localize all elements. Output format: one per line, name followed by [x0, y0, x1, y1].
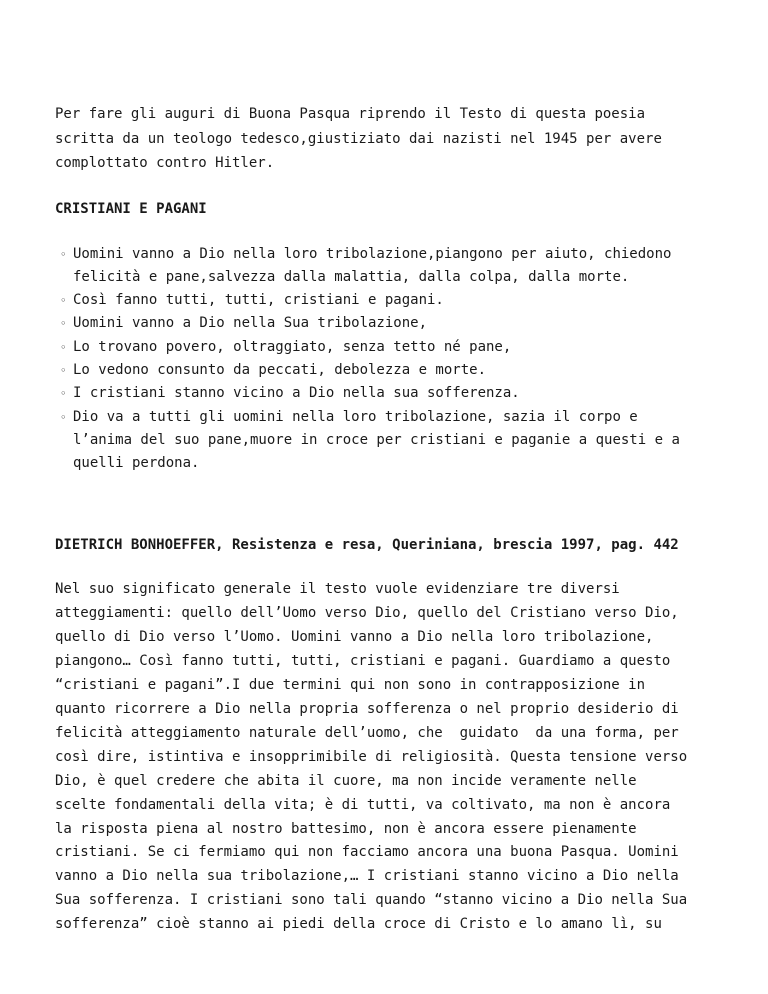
essay-paragraph	[55, 578, 728, 937]
essay-line: così dire, istintiva e insopprimibile di religiosità. Questa tensione verso	[55, 748, 688, 765]
poem-line: ◦ Così fanno tutti, tutti, cristiani e pagani.	[73, 289, 728, 312]
essay-line: Nel suo significato generale il testo vuole evidenziare tre diversi	[55, 581, 620, 598]
essay-line: Sua sofferenza. I cristiani sono tali quando “stanno vicino a Dio nella Sua	[55, 892, 688, 909]
essay-line: felicità atteggiamento naturale dell’uomo, che guidato da una forma, per	[55, 724, 679, 741]
essay-line: quanto ricorrere a Dio nella propria sofferenza o nel proprio desiderio di	[55, 701, 679, 717]
essay-line: Dio, è quel credere che abita il cuore, ma non incide veramente nelle	[55, 772, 637, 789]
essay-line: vanno a Dio nella sua tribolazione,… I cristiani stanno vicino a Dio nella	[55, 868, 679, 885]
essay-line: sofferenza” cioè stanno ai piedi della croce di Cristo e lo amano lì, su	[55, 916, 662, 933]
essay-line: scelte fondamentali della vita; è di tutti, va coltivato, ma non è ancora	[55, 796, 671, 813]
essay-line: “cristiani e pagani”.I due termini qui non sono in contrapposizione in	[55, 677, 646, 694]
poem-list	[55, 243, 728, 476]
intro-paragraph: Per fare gli auguri di Buona Pasqua riprendo il Testo di questa poesia scritta da un teologo tedesco,giustiziato dai nazisti nel 1945 per avere complottato contro Hitler.	[55, 106, 662, 171]
poem-line: ◦ Lo vedono consunto da peccati, debolezza e morte.	[73, 359, 728, 382]
poem-line: ◦ Uomini vanno a Dio nella loro tribolazione,piangono per aiuto, chiedono felicità e pane,salvezza dalla malattia, dalla colpa, dalla morte.	[73, 243, 728, 290]
poem-title: CRISTIANI E PAGANI	[55, 200, 207, 217]
poem-line: ◦ Dio va a tutti gli uomini nella loro tribolazione, sazia il corpo e l’anima del suo pane,muore in croce per cristiani e paganie a questi e a quelli perdona.	[73, 406, 728, 476]
essay-line: cristiani. Se ci fermiamo qui non facciamo ancora una buona Pasqua. Uomini	[55, 844, 679, 861]
citation: DIETRICH BONHOEFFER, Resistenza e resa, Queriniana, brescia 1997, pag. 442	[55, 537, 679, 554]
poem-line: ◦ I cristiani stanno vicino a Dio nella sua sofferenza.	[73, 382, 728, 405]
essay-line: atteggiamenti: quello dell’Uomo verso Dio, quello del Cristiano verso Dio,	[55, 605, 679, 622]
poem-line: ◦ Lo trovano povero, oltraggiato, senza tetto né pane,	[73, 336, 728, 359]
essay-line: piangono… Così fanno tutti, tutti, cristiani e pagani. Guardiamo a questo	[55, 653, 671, 670]
essay-line: quello di Dio verso l’Uomo. Uomini vanno a Dio nella loro tribolazione,	[55, 629, 654, 646]
essay-line: la risposta piena al nostro battesimo, non è ancora essere pienamente	[55, 820, 637, 837]
poem-line: ◦ Uomini vanno a Dio nella Sua tribolazione,	[73, 312, 728, 335]
